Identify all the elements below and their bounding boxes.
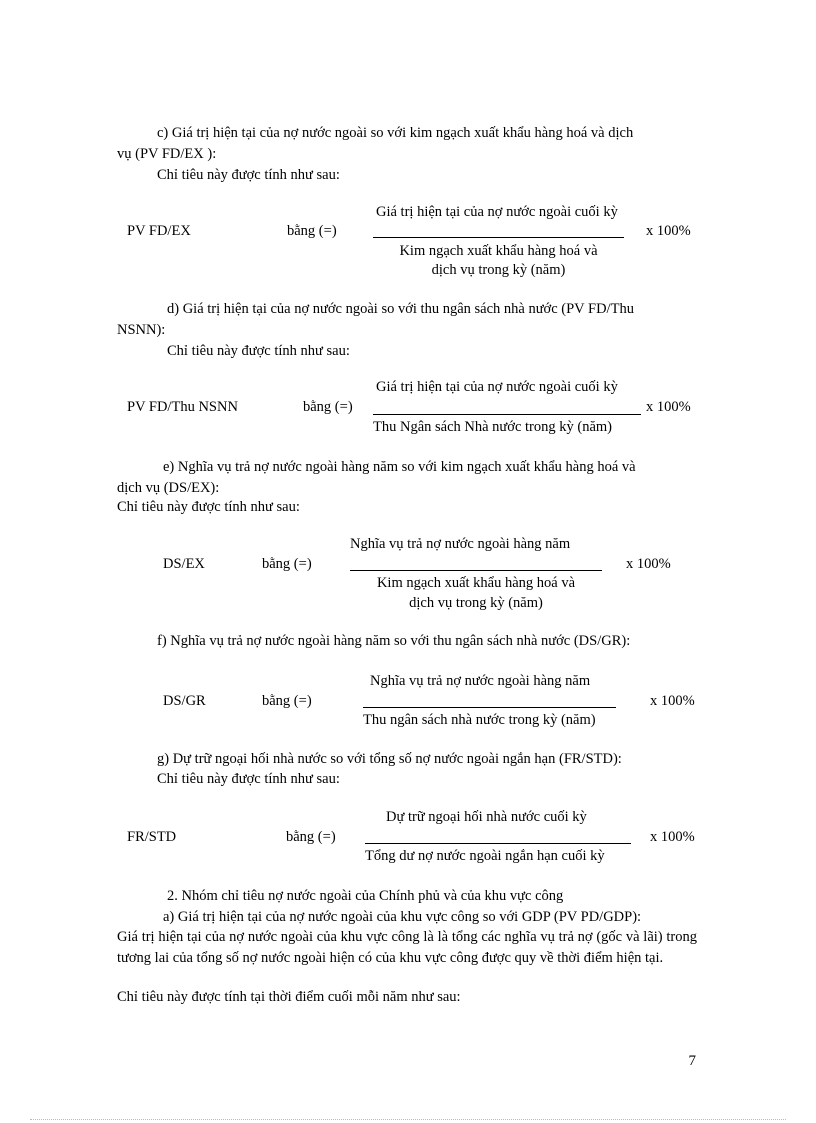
formula-g-fraction-bar <box>365 843 631 844</box>
formula-d-denominator: Thu Ngân sách Nhà nước trong kỳ (năm) <box>373 419 613 435</box>
section-c-intro: Chỉ tiêu này được tính như sau: <box>157 167 340 183</box>
formula-d-label: PV FD/Thu NSNN <box>127 399 238 415</box>
formula-d-multiplier: x 100% <box>646 399 691 415</box>
formula-f-equals: bằng (=) <box>262 693 312 709</box>
formula-c-fraction-bar <box>373 237 624 238</box>
formula-d-fraction-bar <box>373 414 641 415</box>
formula-e-multiplier: x 100% <box>626 556 671 572</box>
section-e-intro: Chỉ tiêu này được tính như sau: <box>117 499 300 515</box>
section-d-intro: Chỉ tiêu này được tính như sau: <box>167 343 350 359</box>
formula-g-equals: bằng (=) <box>286 829 336 845</box>
formula-e-fraction-bar <box>350 570 602 571</box>
formula-f-numerator: Nghĩa vụ trả nợ nước ngoài hàng năm <box>370 673 591 689</box>
section-d-heading-cont: NSNN): <box>117 322 166 338</box>
formula-f-label: DS/GR <box>163 693 206 709</box>
formula-c-equals: bằng (=) <box>287 223 337 239</box>
formula-g-denominator: Tổng dư nợ nước ngoài ngắn hạn cuối kỳ <box>365 848 605 864</box>
formula-g-label: FR/STD <box>127 829 177 845</box>
section-c-heading-cont: vụ (PV FD/EX ): <box>117 146 217 162</box>
formula-g-multiplier: x 100% <box>650 829 695 845</box>
formula-d-equals: bằng (=) <box>303 399 353 415</box>
page-number: 7 <box>688 1053 696 1069</box>
formula-e-numerator: Nghĩa vụ trả nợ nước ngoài hàng năm <box>350 536 571 552</box>
section-2-heading: 2. Nhóm chỉ tiêu nợ nước ngoài của Chính phủ và của khu vực công <box>167 888 564 904</box>
formula-f-denominator: Thu ngân sách nhà nước trong kỳ (năm) <box>363 712 596 728</box>
formula-e-equals: bằng (=) <box>262 556 312 572</box>
section-2a-paragraph: Giá trị hiện tại của nợ nước ngoài của khu vực công là là tổng các nghĩa vụ trả nợ (gốc và lãi) trong tương lai của tổng số nợ nước ngoài hiện có của khu vực công được quy về thời điểm hiện tại. <box>117 929 697 966</box>
formula-e-denominator-2: dịch vụ trong kỳ (năm) <box>409 595 543 611</box>
section-f-heading: f) Nghĩa vụ trả nợ nước ngoài hàng năm so với thu ngân sách nhà nước (DS/GR): <box>157 633 631 649</box>
formula-d-numerator: Giá trị hiện tại của nợ nước ngoài cuối kỳ <box>376 379 618 395</box>
formula-e-label: DS/EX <box>163 556 205 572</box>
section-c-heading: c) Giá trị hiện tại của nợ nước ngoài so với kim ngạch xuất khẩu hàng hoá và dịch <box>157 125 634 141</box>
section-2a-closing: Chỉ tiêu này được tính tại thời điểm cuối mỗi năm như sau: <box>117 989 461 1005</box>
section-e-heading-cont: dịch vụ (DS/EX): <box>117 480 220 496</box>
section-e-heading: e) Nghĩa vụ trả nợ nước ngoài hàng năm so với kim ngạch xuất khẩu hàng hoá và <box>163 459 636 475</box>
section-g-intro: Chỉ tiêu này được tính như sau: <box>157 771 340 787</box>
formula-f-multiplier: x 100% <box>650 693 695 709</box>
formula-e-denominator-1: Kim ngạch xuất khẩu hàng hoá và <box>376 575 576 591</box>
section-2a-heading: a) Giá trị hiện tại của nợ nước ngoài của khu vực công so với GDP (PV PD/GDP): <box>163 909 642 925</box>
formula-c-label: PV FD/EX <box>127 223 191 239</box>
formula-g-numerator: Dự trữ ngoại hối nhà nước cuối kỳ <box>386 809 587 825</box>
formula-c-denominator-1: Kim ngạch xuất khẩu hàng hoá và <box>399 243 598 259</box>
formula-c-numerator: Giá trị hiện tại của nợ nước ngoài cuối kỳ <box>376 204 618 220</box>
page-bottom-border <box>30 1119 786 1120</box>
formula-c-multiplier: x 100% <box>646 223 691 239</box>
section-d-heading: d) Giá trị hiện tại của nợ nước ngoài so với thu ngân sách nhà nước (PV FD/Thu <box>167 301 634 317</box>
formula-c-denominator-2: dịch vụ trong kỳ (năm) <box>431 262 566 278</box>
section-g-heading: g) Dự trữ ngoại hối nhà nước so với tổng số nợ nước ngoài ngắn hạn (FR/STD): <box>157 751 622 767</box>
formula-f-fraction-bar <box>363 707 616 708</box>
